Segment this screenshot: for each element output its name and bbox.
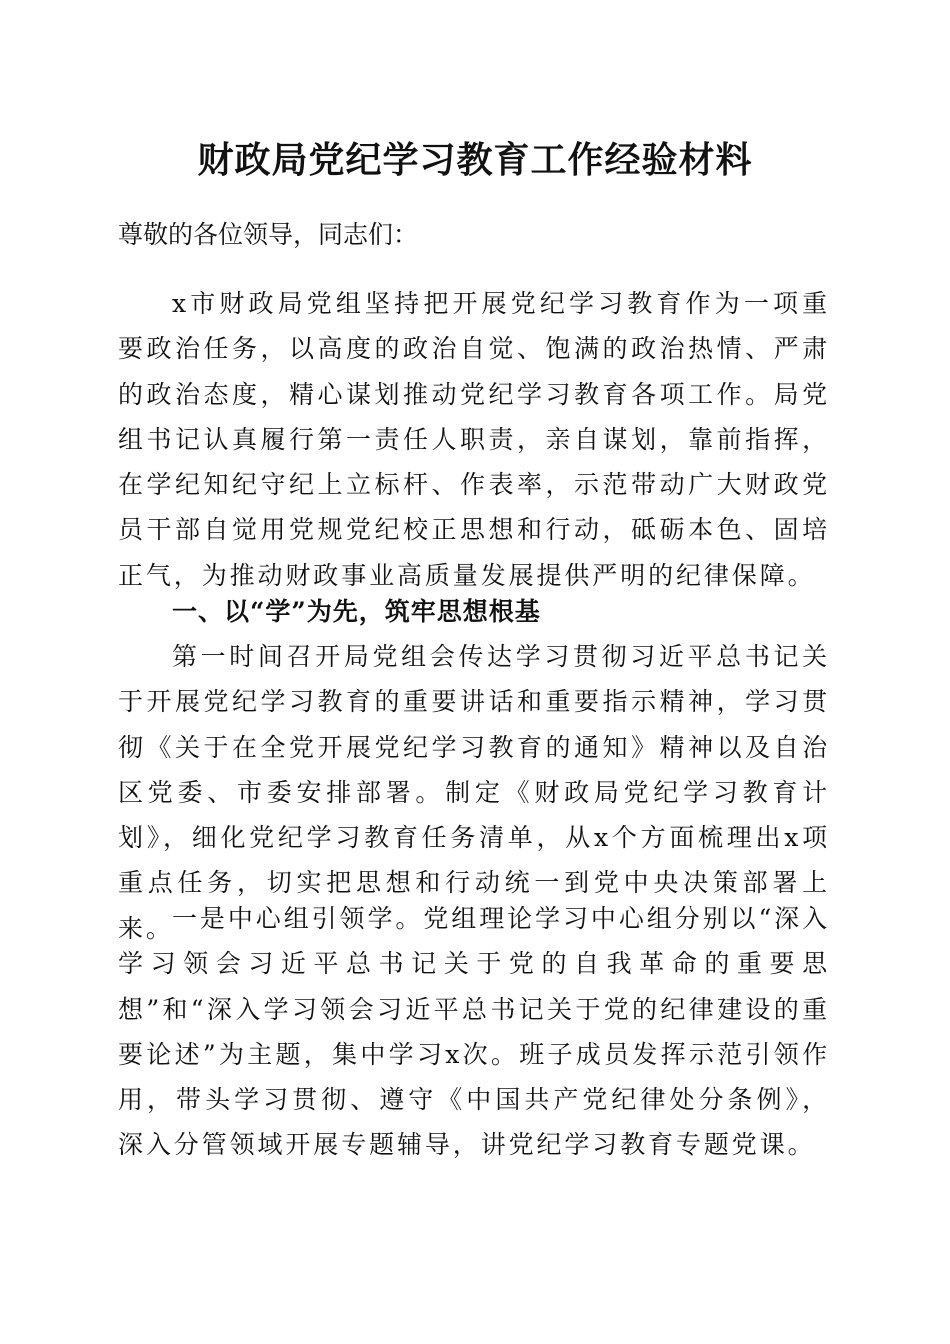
body-paragraph-2: 一是中心组引领学。党组理论学习中心组分别以“深入学习领会习近平总书记关于党的自我革命的重要思想”和“深入学习领会习近平总书记关于党的纪律建设的重要论述”为主题，集中学习x次。班子成员发挥示范引领作用，带头学习贯彻、遵守《中国共产党纪律处分条例》，深入分管领域开展专题辅导，讲党纪学习教育专题党课。 <box>118 904 830 1160</box>
salutation: 尊敬的各位领导，同志们： <box>118 220 419 249</box>
document-title: 财政局党纪学习教育工作经验材料 <box>197 139 753 181</box>
body-paragraph-1: 第一时间召开局党组会传达学习贯彻习近平总书记关于开展党纪学习教育的重要讲话和重要指示精神，学习贯彻《关于在全党开展党纪学习教育的通知》精神以及自治区党委、市委安排部署。制定《财政局党纪学习教育计划》，细化党纪学习教育任务清单，从x个方面梳理出x项重点任务，切实把思想和行动统一到党中央决策部署上来。 <box>118 642 830 943</box>
intro-paragraph: x市财政局党组坚持把开展党纪学习教育作为一项重要政治任务，以高度的政治自觉、饱满的政治热情、严肃的政治态度，精心谋划推动党纪学习教育各项工作。局党组书记认真履行第一责任人职责，亲自谋划，靠前指挥，在学纪知纪守纪上立标杆、作表率，示范带动广大财政党员干部自觉用党规党纪校正思想和行动，砥砺本色、固培正气，为推动财政事业高质量发展提供严明的纪律保障。 <box>118 289 830 590</box>
section-heading-1: 一、以“学”为先，筑牢思想根基 <box>172 597 541 626</box>
